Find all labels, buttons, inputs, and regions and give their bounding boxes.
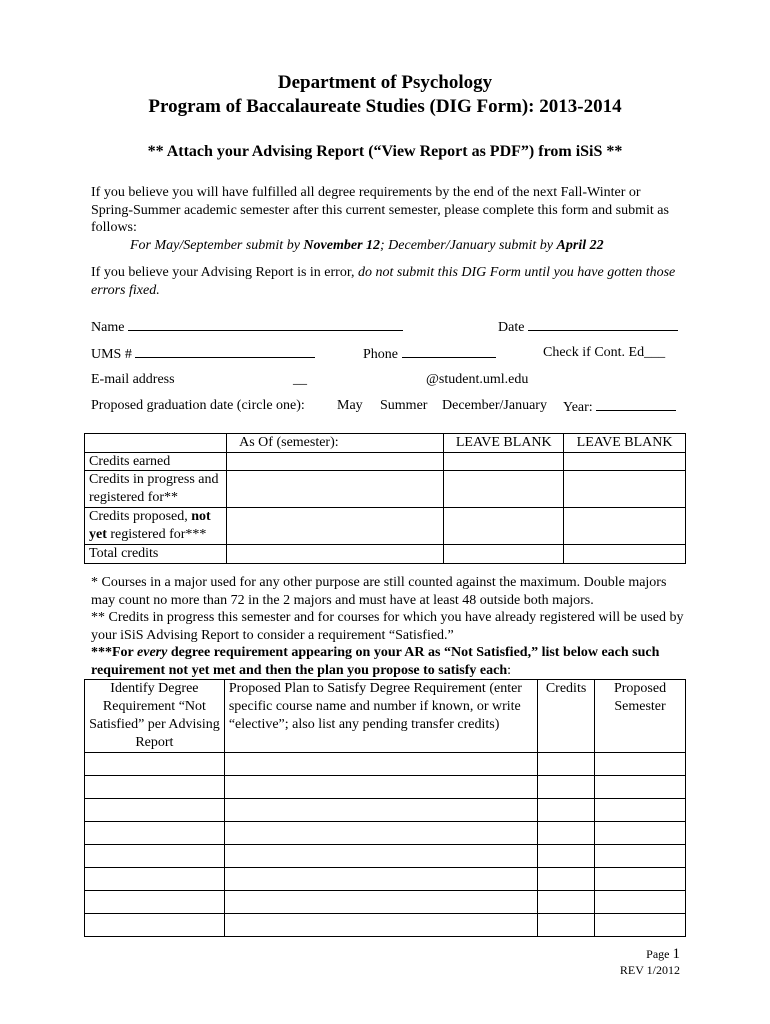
- cont-ed-check[interactable]: Check if Cont. Ed___: [543, 345, 666, 360]
- ums-line[interactable]: [135, 345, 315, 358]
- plan-header-proposed-plan: Proposed Plan to Satisfy Degree Requirement (enter specific course name and number if known, or write “elective”; also list any pending transfer credits): [224, 680, 537, 753]
- grad-option-may[interactable]: May: [337, 398, 363, 413]
- date-line[interactable]: [528, 318, 678, 331]
- plan-cell[interactable]: [538, 868, 595, 891]
- credits-cell[interactable]: [564, 508, 686, 545]
- row-label-total-credits: Total credits: [85, 545, 227, 564]
- plan-cell[interactable]: [595, 891, 686, 914]
- plan-cell[interactable]: [85, 914, 225, 937]
- credits-table: [84, 433, 686, 564]
- phone-line[interactable]: [402, 345, 496, 358]
- grad-option-summer[interactable]: Summer: [380, 398, 428, 413]
- name-line[interactable]: [128, 318, 403, 331]
- ums-label: UMS #: [91, 347, 132, 362]
- plan-cell[interactable]: [595, 845, 686, 868]
- department-title: Department of Psychology: [277, 72, 493, 93]
- table-row: [85, 914, 686, 937]
- credits-cell[interactable]: [564, 471, 686, 508]
- credits-cell[interactable]: [564, 452, 686, 471]
- plan-rows: [85, 753, 686, 937]
- plan-cell[interactable]: [224, 868, 537, 891]
- error-paragraph: If you believe your Advising Report is in error, do not submit this DIG Form until you have gotten those errors fixed.: [91, 265, 676, 298]
- plan-cell[interactable]: [538, 822, 595, 845]
- email-blank[interactable]: __: [293, 372, 307, 387]
- table-row: [85, 452, 686, 471]
- plan-cell[interactable]: [538, 914, 595, 937]
- plan-cell[interactable]: [595, 914, 686, 937]
- table-row: [85, 822, 686, 845]
- plan-cell[interactable]: [85, 891, 225, 914]
- plan-table: [84, 679, 686, 937]
- footnotes: [91, 574, 686, 679]
- credits-cell[interactable]: [227, 508, 444, 545]
- plan-cell[interactable]: [85, 776, 225, 799]
- page-number: Page 1: [646, 946, 680, 962]
- footnote-3: ***For every degree requirement appearing on your AR as “Not Satisfied,” list below each such requirement not yet met and then the plan you propose to satisfy each:: [91, 645, 660, 678]
- plan-cell[interactable]: [538, 845, 595, 868]
- plan-cell[interactable]: [224, 845, 537, 868]
- table-row: [85, 776, 686, 799]
- table-row: [85, 868, 686, 891]
- credits-header-leave-blank-1: LEAVE BLANK: [444, 434, 564, 453]
- ums-field[interactable]: [91, 345, 315, 363]
- credits-cell[interactable]: [227, 452, 444, 471]
- credits-header-as-of: As Of (semester):: [227, 434, 444, 453]
- row-label-credits-proposed: Credits proposed, not yet registered for***: [85, 508, 227, 545]
- date-field[interactable]: [498, 318, 678, 336]
- email-domain: @student.uml.edu: [426, 372, 529, 387]
- grad-year-label: Year:: [563, 400, 593, 415]
- plan-cell[interactable]: [538, 753, 595, 776]
- plan-cell[interactable]: [595, 776, 686, 799]
- intro-paragraph: If you believe you will have fulfilled all degree requirements by the end of the next Fall-Winter or Spring-Summer academic semester after this current semester, please complete this form and submit as follows:: [91, 185, 669, 235]
- credits-cell[interactable]: [444, 452, 564, 471]
- plan-cell[interactable]: [85, 822, 225, 845]
- credits-cell[interactable]: [444, 545, 564, 564]
- name-field[interactable]: [91, 318, 403, 336]
- date-label: Date: [498, 320, 525, 335]
- grad-year-field[interactable]: [563, 398, 676, 416]
- plan-cell[interactable]: [538, 799, 595, 822]
- credits-header-blank: [85, 434, 227, 453]
- plan-cell[interactable]: [595, 868, 686, 891]
- name-label: Name: [91, 320, 125, 335]
- deadline-line: For May/September submit by November 12; December/January submit by April 22: [130, 238, 604, 253]
- plan-cell[interactable]: [224, 891, 537, 914]
- plan-cell[interactable]: [595, 753, 686, 776]
- plan-cell[interactable]: [85, 868, 225, 891]
- graduation-label: Proposed graduation date (circle one):: [91, 398, 305, 413]
- table-row: [85, 845, 686, 868]
- credits-cell[interactable]: [227, 471, 444, 508]
- email-label: E-mail address: [91, 372, 175, 387]
- credits-cell[interactable]: [444, 508, 564, 545]
- plan-cell[interactable]: [538, 891, 595, 914]
- row-label-credits-earned: Credits earned: [85, 452, 227, 471]
- table-row: [85, 471, 686, 508]
- plan-cell[interactable]: [224, 776, 537, 799]
- plan-cell[interactable]: [85, 753, 225, 776]
- phone-field[interactable]: [363, 345, 496, 363]
- plan-cell[interactable]: [595, 799, 686, 822]
- table-row: [85, 753, 686, 776]
- row-label-credits-in-progress: Credits in progress and registered for**: [85, 471, 227, 508]
- plan-cell[interactable]: [85, 799, 225, 822]
- plan-header-row: [85, 680, 686, 753]
- credits-cell[interactable]: [227, 545, 444, 564]
- grad-year-line[interactable]: [596, 398, 676, 411]
- plan-cell[interactable]: [224, 914, 537, 937]
- plan-header-requirement: Identify Degree Requirement “Not Satisfied” per Advising Report: [85, 680, 225, 753]
- plan-header-credits: Credits: [538, 680, 595, 753]
- plan-cell[interactable]: [595, 822, 686, 845]
- phone-label: Phone: [363, 347, 398, 362]
- credits-cell[interactable]: [444, 471, 564, 508]
- credits-header-row: [85, 434, 686, 453]
- plan-header-semester: Proposed Semester: [595, 680, 686, 753]
- table-row: [85, 508, 686, 545]
- plan-cell[interactable]: [538, 776, 595, 799]
- table-row: [85, 799, 686, 822]
- attach-notice: ** Attach your Advising Report (“View Report as PDF”) from iSiS **: [147, 143, 623, 160]
- revision-label: REV 1/2012: [619, 963, 680, 977]
- program-title: Program of Baccalaureate Studies (DIG Form): 2013-2014: [148, 96, 622, 117]
- plan-cell[interactable]: [224, 753, 537, 776]
- table-row: [85, 545, 686, 564]
- footnote-2: ** Credits in progress this semester and for courses for which you have already registered will be used by your iSiS Advising Report to consider a requirement “Satisfied.”: [91, 610, 684, 643]
- credits-header-leave-blank-2: LEAVE BLANK: [564, 434, 686, 453]
- footnote-1: * Courses in a major used for any other purpose are still counted against the maximum. Double majors may count no more than 72 in the 2 majors and must have at least 48 outside both majors.: [91, 575, 667, 608]
- plan-cell[interactable]: [224, 822, 537, 845]
- plan-cell[interactable]: [85, 845, 225, 868]
- plan-cell[interactable]: [224, 799, 537, 822]
- grad-option-dec-jan[interactable]: December/January: [442, 398, 547, 413]
- credits-cell[interactable]: [564, 545, 686, 564]
- table-row: [85, 891, 686, 914]
